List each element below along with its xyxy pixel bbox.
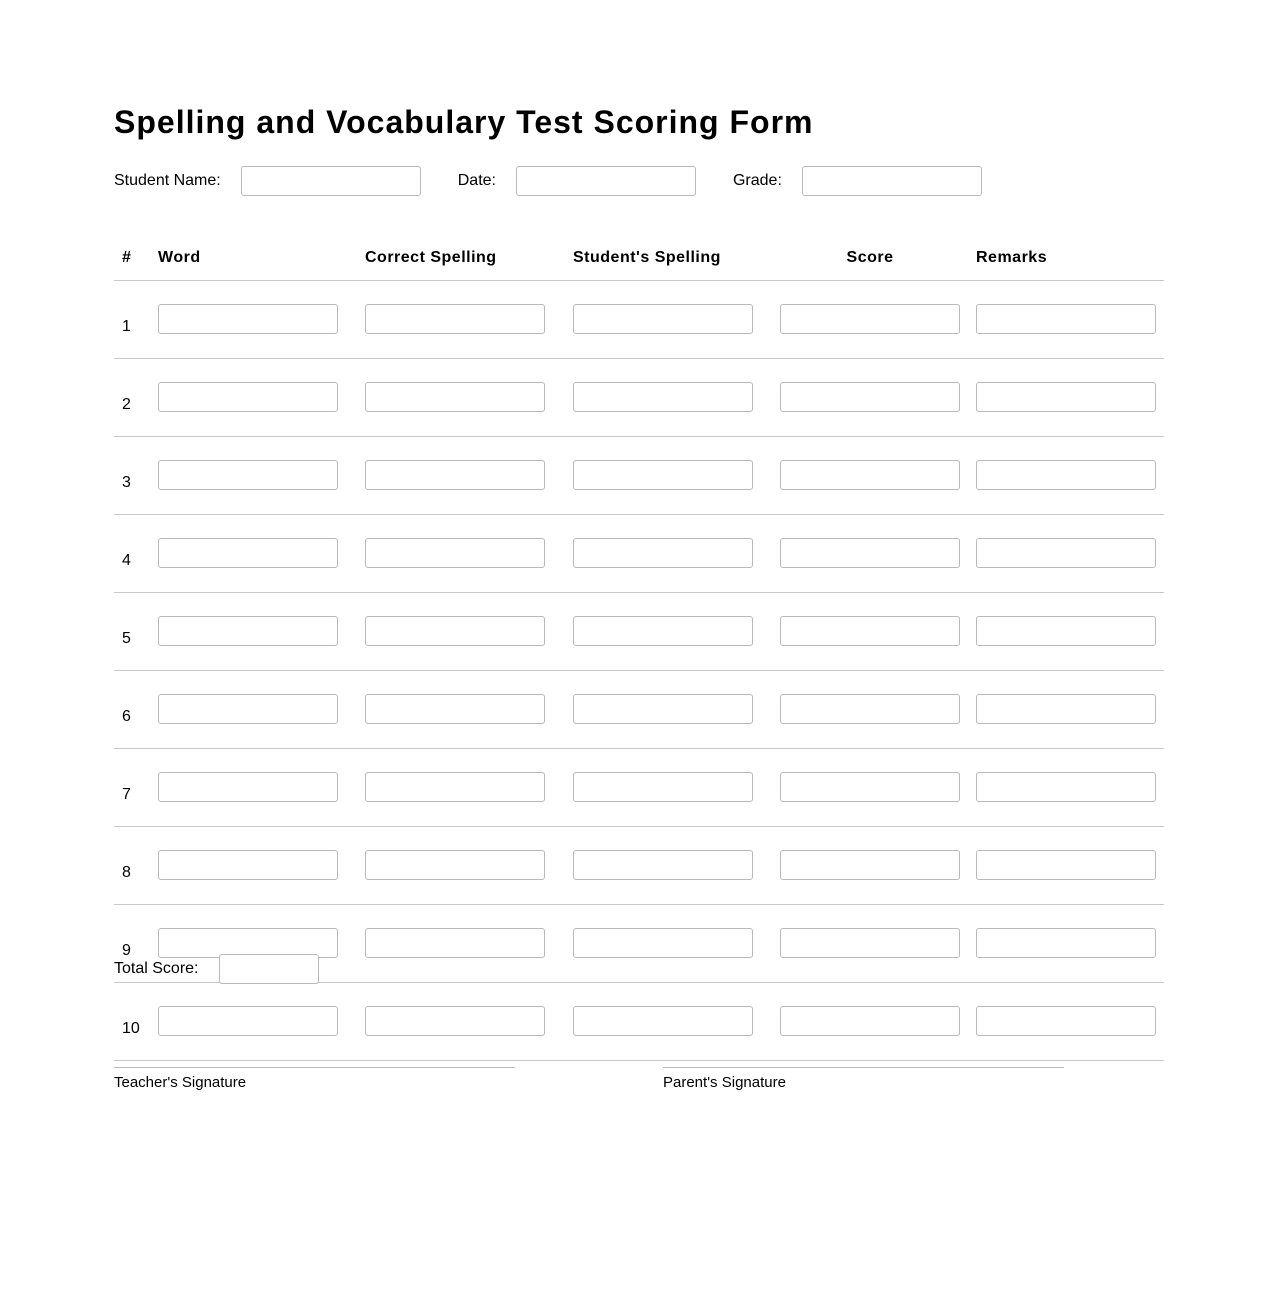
correct-spelling-cell	[365, 515, 573, 593]
student-name-input[interactable]	[241, 166, 421, 196]
score-input[interactable]	[780, 616, 960, 646]
score-input[interactable]	[780, 772, 960, 802]
row-number: 2	[114, 359, 158, 437]
students-spelling-input[interactable]	[573, 460, 753, 490]
remarks-cell	[976, 827, 1164, 905]
score-cell	[780, 515, 976, 593]
remarks-input[interactable]	[976, 772, 1156, 802]
total-score-label: Total Score:	[114, 960, 199, 977]
row-number: 9	[114, 905, 158, 983]
row-number: 3	[114, 437, 158, 515]
remarks-cell	[976, 905, 1164, 983]
correct-spelling-input[interactable]	[365, 382, 545, 412]
header-score: Score	[780, 236, 976, 281]
correct-spelling-input[interactable]	[365, 616, 545, 646]
remarks-cell	[976, 437, 1164, 515]
table-row	[114, 827, 1164, 905]
teacher-signature-label: Teacher's Signature	[114, 1074, 247, 1091]
date-label: Date:	[457, 172, 496, 189]
correct-spelling-input[interactable]	[365, 304, 545, 334]
table-row	[114, 983, 1164, 1061]
correct-spelling-input[interactable]	[365, 772, 545, 802]
header-students-spelling: Student's Spelling	[573, 236, 780, 281]
word-input[interactable]	[158, 304, 338, 334]
remarks-input[interactable]	[976, 694, 1156, 724]
students-spelling-input[interactable]	[573, 694, 753, 724]
students-spelling-cell	[573, 671, 780, 749]
remarks-cell	[976, 593, 1164, 671]
students-spelling-cell	[573, 593, 780, 671]
score-cell	[780, 827, 976, 905]
grade-input[interactable]	[802, 166, 982, 196]
students-spelling-input[interactable]	[573, 616, 753, 646]
correct-spelling-input[interactable]	[365, 460, 545, 490]
table-row	[114, 749, 1164, 827]
students-spelling-input[interactable]	[573, 382, 753, 412]
correct-spelling-cell	[365, 671, 573, 749]
table-row	[114, 281, 1164, 359]
score-input[interactable]	[780, 928, 960, 958]
score-cell	[780, 359, 976, 437]
total-score-input[interactable]	[219, 954, 319, 984]
word-cell	[158, 671, 365, 749]
score-input[interactable]	[780, 460, 960, 490]
score-cell	[780, 983, 976, 1061]
correct-spelling-input[interactable]	[365, 928, 545, 958]
word-input[interactable]	[158, 1006, 338, 1036]
remarks-cell	[976, 671, 1164, 749]
word-input[interactable]	[158, 928, 338, 958]
remarks-input[interactable]	[976, 382, 1156, 412]
word-cell	[158, 359, 365, 437]
word-cell	[158, 593, 365, 671]
row-number: 8	[114, 827, 158, 905]
remarks-input[interactable]	[976, 850, 1156, 880]
correct-spelling-cell	[365, 437, 573, 515]
date-input[interactable]	[516, 166, 696, 196]
word-input[interactable]	[158, 850, 338, 880]
students-spelling-cell	[573, 359, 780, 437]
header-remarks: Remarks	[976, 236, 1164, 281]
remarks-input[interactable]	[976, 538, 1156, 568]
students-spelling-input[interactable]	[573, 928, 753, 958]
remarks-cell	[976, 359, 1164, 437]
remarks-input[interactable]	[976, 616, 1156, 646]
remarks-cell	[976, 983, 1164, 1061]
word-cell	[158, 983, 365, 1061]
scoring-table	[114, 236, 1164, 1061]
students-spelling-cell	[573, 749, 780, 827]
student-name-label: Student Name:	[114, 172, 221, 189]
score-input[interactable]	[780, 1006, 960, 1036]
remarks-cell	[976, 281, 1164, 359]
score-cell	[780, 281, 976, 359]
table-row	[114, 515, 1164, 593]
parent-signature-line	[663, 1067, 1064, 1091]
students-spelling-cell	[573, 437, 780, 515]
students-spelling-cell	[573, 281, 780, 359]
header-number: #	[114, 236, 158, 281]
word-input[interactable]	[158, 538, 338, 568]
student-info-row	[114, 166, 982, 196]
page-title: Spelling and Vocabulary Test Scoring Form	[114, 104, 814, 140]
word-cell	[158, 515, 365, 593]
word-cell	[158, 827, 365, 905]
correct-spelling-input[interactable]	[365, 694, 545, 724]
correct-spelling-input[interactable]	[365, 850, 545, 880]
correct-spelling-cell	[365, 359, 573, 437]
word-cell	[158, 437, 365, 515]
correct-spelling-cell	[365, 905, 573, 983]
row-number: 1	[114, 281, 158, 359]
remarks-input[interactable]	[976, 928, 1156, 958]
correct-spelling-cell	[365, 983, 573, 1061]
word-input[interactable]	[158, 694, 338, 724]
score-cell	[780, 437, 976, 515]
word-input[interactable]	[158, 382, 338, 412]
correct-spelling-cell	[365, 827, 573, 905]
row-number: 10	[114, 983, 158, 1061]
students-spelling-input[interactable]	[573, 538, 753, 568]
students-spelling-cell	[573, 515, 780, 593]
table-row	[114, 671, 1164, 749]
score-input[interactable]	[780, 850, 960, 880]
word-input[interactable]	[158, 460, 338, 490]
students-spelling-input[interactable]	[573, 304, 753, 334]
table-header-row	[114, 236, 1164, 281]
total-score-row	[114, 954, 319, 984]
remarks-input[interactable]	[976, 460, 1156, 490]
row-number: 7	[114, 749, 158, 827]
word-input[interactable]	[158, 616, 338, 646]
students-spelling-cell	[573, 905, 780, 983]
teacher-signature-line	[114, 1067, 515, 1091]
students-spelling-input[interactable]	[573, 772, 753, 802]
score-cell	[780, 671, 976, 749]
remarks-input[interactable]	[976, 304, 1156, 334]
correct-spelling-cell	[365, 281, 573, 359]
remarks-input[interactable]	[976, 1006, 1156, 1036]
word-cell	[158, 281, 365, 359]
correct-spelling-input[interactable]	[365, 538, 545, 568]
word-cell	[158, 749, 365, 827]
header-correct-spelling: Correct Spelling	[365, 236, 573, 281]
row-number: 5	[114, 593, 158, 671]
score-input[interactable]	[780, 538, 960, 568]
correct-spelling-cell	[365, 749, 573, 827]
students-spelling-input[interactable]	[573, 1006, 753, 1036]
students-spelling-input[interactable]	[573, 850, 753, 880]
parent-signature-label: Parent's Signature	[663, 1074, 786, 1091]
score-cell	[780, 905, 976, 983]
row-number: 4	[114, 515, 158, 593]
table-row	[114, 359, 1164, 437]
table-row	[114, 593, 1164, 671]
students-spelling-cell	[573, 983, 780, 1061]
students-spelling-cell	[573, 827, 780, 905]
word-input[interactable]	[158, 772, 338, 802]
correct-spelling-cell	[365, 593, 573, 671]
score-input[interactable]	[780, 694, 960, 724]
score-input[interactable]	[780, 382, 960, 412]
remarks-cell	[976, 749, 1164, 827]
remarks-cell	[976, 515, 1164, 593]
row-number: 6	[114, 671, 158, 749]
score-input[interactable]	[780, 304, 960, 334]
grade-label: Grade:	[732, 172, 782, 189]
correct-spelling-input[interactable]	[365, 1006, 545, 1036]
table-row	[114, 437, 1164, 515]
score-cell	[780, 593, 976, 671]
score-cell	[780, 749, 976, 827]
header-word: Word	[158, 236, 365, 281]
